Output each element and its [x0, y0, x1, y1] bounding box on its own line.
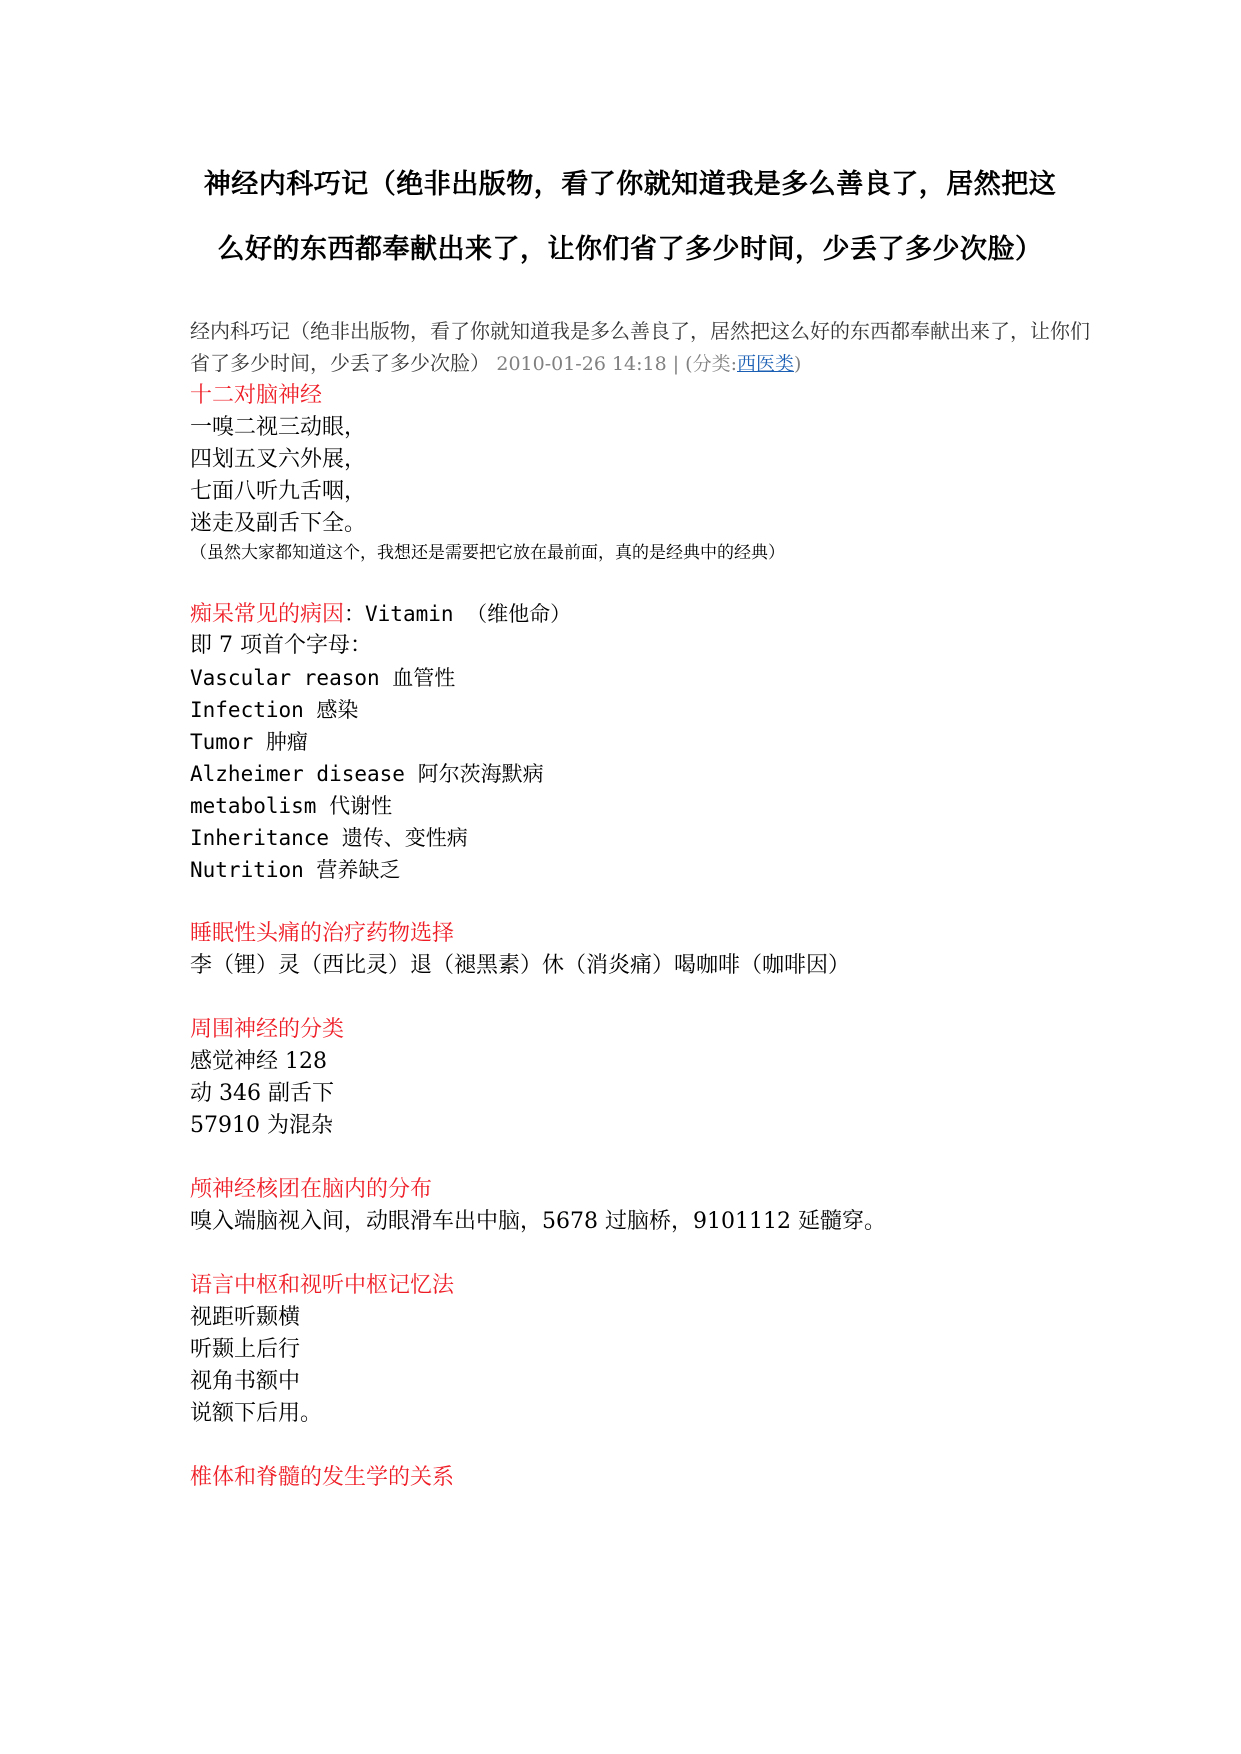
text-line: 动 346 副舌下 [190, 1081, 334, 1106]
post-meta [496, 353, 801, 375]
section-heading: 十二对脑神经 [190, 383, 323, 408]
text-line: 七面八听九舌咽， [190, 479, 367, 504]
text-line: 嗅入端脑视入间，动眼滑车出中脑，5678 过脑桥，9101112 延髓穿。 [190, 1209, 886, 1234]
spacer [190, 1142, 1110, 1174]
text-line: Tumor 肿瘤 [190, 730, 308, 754]
document-title-line-1: 神经内科巧记（绝非出版物，看了你就知道我是多么善良了，居然把这 [203, 169, 1057, 200]
text-line: 即 7 项首个字母： [190, 633, 372, 658]
category-link[interactable]: 西医类 [737, 353, 795, 375]
text-line: 视角书额中 [190, 1369, 301, 1394]
post-meta-end: ) [794, 353, 802, 375]
text-line: 说额下后用。 [190, 1401, 323, 1426]
section-heading: 周围神经的分类 [190, 1017, 345, 1042]
text-line: 视距听颞横 [190, 1305, 301, 1330]
text-line: Nutrition 营养缺乏 [190, 858, 401, 882]
spacer [190, 886, 1110, 918]
spacer [190, 982, 1110, 1014]
text-line: Alzheimer disease 阿尔茨海默病 [190, 762, 544, 786]
text-line: 一嗅二视三动眼， [190, 415, 367, 440]
section-heading-row [190, 598, 1110, 630]
section-heading: 痴呆常见的病因 [190, 602, 345, 627]
text-line: 四划五叉六外展， [190, 447, 367, 472]
section-heading: 睡眠性头痛的治疗药物选择 [190, 921, 455, 946]
section-heading: 颅神经核团在脑内的分布 [190, 1177, 433, 1202]
intro-text: 经内科巧记（绝非出版物，看了你就知道我是多么善良了，居然把这么好的东西都奉献出来了，让你们省了多少时间，少丢了多少次脸） [190, 319, 1090, 375]
article-body [190, 380, 1110, 1494]
post-date: 2010-01-26 14:18 | (分类: [496, 353, 737, 375]
spacer [190, 1238, 1110, 1270]
section-note: （虽然大家都知道这个，我想还是需要把它放在最前面，真的是经典中的经典） [190, 543, 785, 563]
text-line: 迷走及副舌下全。 [190, 511, 367, 536]
text-line: Infection 感染 [190, 698, 359, 722]
text-line: 感觉神经 128 [190, 1049, 327, 1074]
text-line: 57910 为混杂 [190, 1113, 333, 1138]
section-heading: 语言中枢和视听中枢记忆法 [190, 1273, 455, 1298]
section-heading-suffix: ：Vitamin （维他命） [344, 602, 572, 626]
section-heading: 椎体和脊髓的发生学的关系 [190, 1465, 455, 1490]
text-line: metabolism 代谢性 [190, 794, 393, 818]
document-title-line-2: 么好的东西都奉献出来了，让你们省了多少时间，少丢了多少次脸） [217, 234, 1043, 265]
text-line: Vascular reason 血管性 [190, 666, 456, 690]
intro-paragraph [190, 315, 1090, 380]
text-line: 李（锂）灵（西比灵）退（褪黑素）休（消炎痛）喝咖啡（咖啡因） [190, 953, 851, 978]
text-line: Inheritance 遗传、变性病 [190, 826, 468, 850]
spacer [190, 566, 1110, 598]
spacer [190, 1430, 1110, 1462]
text-line: 听颞上后行 [190, 1337, 301, 1362]
